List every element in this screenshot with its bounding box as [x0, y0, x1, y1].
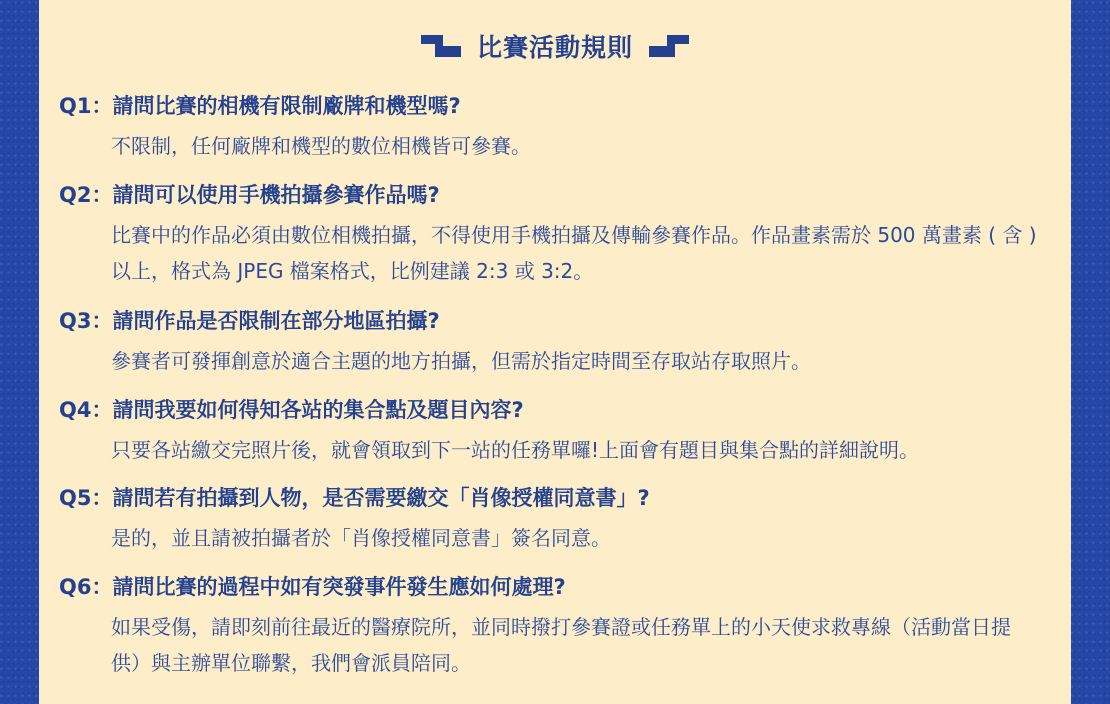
faq-question: Q3：請問作品是否限制在部分地區拍攝? [59, 309, 440, 333]
faq-question: Q4：請問我要如何得知各站的集合點及題目內容? [59, 398, 524, 422]
right-border-strip [1071, 0, 1110, 704]
title-right-ornament-icon [649, 35, 689, 57]
faq-answer: 只要各站繳交完照片後，就會領取到下一站的任務單囉!上面會有題目與集合點的詳細說明。 [111, 438, 920, 462]
page-title: 比賽活動規則 [476, 33, 633, 62]
faq-answer: 不限制，任何廠牌和機型的數位相機皆可參賽。 [111, 134, 531, 158]
faq-item-2 [59, 181, 1039, 289]
faq-answer: 如果受傷，請即刻前往最近的醫療院所，並同時撥打參賽證或任務單上的小天使求救專線（活動當日提供）與主辦單位聯繫，我們會派員陪同。 [111, 615, 1011, 675]
title-row [39, 28, 1071, 64]
faq-answer: 是的，並且請被拍攝者於「肖像授權同意書」簽名同意。 [111, 526, 611, 550]
left-border-strip [0, 0, 39, 704]
faq-item-3 [59, 307, 1039, 379]
title-left-ornament-icon [421, 35, 461, 57]
rules-panel [39, 0, 1071, 704]
faq-question: Q1：請問比賽的相機有限制廠牌和機型嗎? [59, 94, 461, 118]
faq-question: Q2：請問可以使用手機拍攝參賽作品嗎? [59, 183, 440, 207]
faq-item-5 [59, 484, 1039, 556]
faq-answer: 比賽中的作品必須由數位相機拍攝，不得使用手機拍攝及傳輸參賽作品。作品畫素需於 500 萬畫素 ( 含 ) 以上，格式為 JPEG 檔案格式，比例建議 2:3 或 3:2。 [111, 223, 1037, 283]
faq-item-4 [59, 396, 1039, 468]
faq-answer: 參賽者可發揮創意於適合主題的地方拍攝，但需於指定時間至存取站存取照片。 [111, 349, 811, 373]
faq-question: Q6：請問比賽的過程中如有突發事件發生應如何處理? [59, 575, 566, 599]
faq-item-6 [59, 573, 1039, 681]
faq-question: Q5：請問若有拍攝到人物，是否需要繳交「肖像授權同意書」? [59, 486, 650, 510]
faq-item-1 [59, 92, 1039, 164]
